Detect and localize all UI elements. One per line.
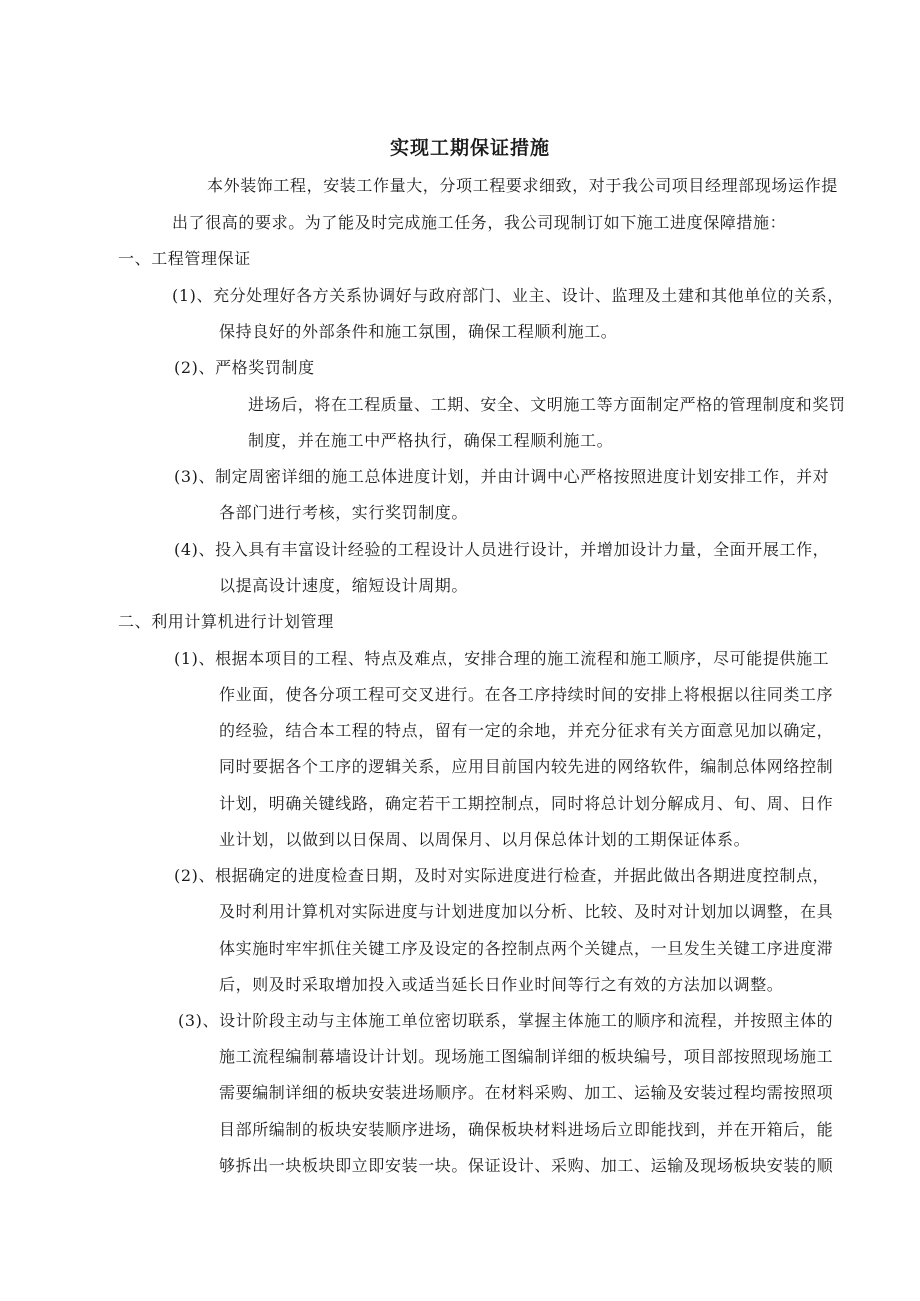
s1-item1-line-1: (1)、充分处理好各方关系协调好与政府部门、业主、设计、监理及土建和其他单位的关系， xyxy=(172,286,844,305)
s2-item3-line-5: 够拆出一块板块即立即安装一块。保证设计、采购、加工、运输及现场板块安装的顺 xyxy=(219,1156,834,1175)
s2-item2-line-4: 后，则及时采取增加投入或适当延长日作业时间等行之有效的方法加以调整。 xyxy=(219,975,784,994)
s1-item1-line-2: 保持良好的外部条件和施工氛围，确保工程顺利施工。 xyxy=(219,322,618,341)
s1-item4-line-1: (4)、投入具有丰富设计经验的工程设计人员进行设计，并增加设计力量，全面开展工作， xyxy=(174,540,830,559)
s2-item2-line-1: (2)、根据确定的进度检查日期，及时对实际进度进行检查，并据此做出各期进度控制点， xyxy=(174,866,830,885)
intro-line-2: 出了很高的要求。为了能及时完成施工任务，我公司现制订如下施工进度保障措施： xyxy=(172,213,787,232)
s2-item1-line-4: 同时要据各个工序的逻辑关系，应用目前国内较先进的网络软件，编制总体网络控制 xyxy=(219,757,834,776)
s2-item1-line-1: (1)、根据本项目的工程、特点及难点，安排合理的施工流程和施工顺序，尽可能提供施工 xyxy=(174,649,830,668)
s2-item1-line-2: 作业面，使各分项工程可交叉进行。在各工序持续时间的安排上将根据以往同类工序 xyxy=(219,685,834,704)
s2-item3-line-3: 需要编制详细的板块安装进场顺序。在材料采购、加工、运输及安装过程均需按照项 xyxy=(219,1083,834,1102)
s1-item2-heading: (2)、严格奖罚制度 xyxy=(174,358,315,377)
s1-item3-line-2: 各部门进行考核，实行奖罚制度。 xyxy=(219,503,469,522)
s1-item2-line-1: 进场后，将在工程质量、工期、安全、文明施工等方面制定严格的管理制度和奖罚 xyxy=(248,395,846,414)
s2-item2-line-3: 体实施时牢牢抓住关键工序及设定的各控制点两个关键点，一旦发生关键工序进度滞 xyxy=(219,939,834,958)
section1-heading: 一、工程管理保证 xyxy=(118,249,251,268)
s2-item3-line-2: 施工流程编制幕墙设计计划。现场施工图编制详细的板块编号，项目部按照现场施工 xyxy=(219,1047,834,1066)
s1-item2-line-2: 制度，并在施工中严格执行，确保工程顺利施工。 xyxy=(248,431,614,450)
s2-item1-line-6: 业计划，以做到以日保周、以周保月、以月保总体计划的工期保证体系。 xyxy=(219,830,751,849)
s2-item3-line-4: 目部所编制的板块安装顺序进场，确保板块材料进场后立即能找到，并在开箱后，能 xyxy=(219,1120,834,1139)
s1-item4-line-2: 以提高设计速度，缩短设计周期。 xyxy=(219,576,469,595)
s2-item1-line-5: 计划，明确关键线路，确定若干工期控制点，同时将总计划分解成月、旬、周、日作 xyxy=(219,794,834,813)
section2-heading: 二、利用计算机进行计划管理 xyxy=(118,612,334,631)
s2-item3-line-1: (3)、设计阶段主动与主体施工单位密切联系，掌握主体施工的顺序和流程，并按照主体的 xyxy=(178,1011,834,1030)
document-title: 实现工期保证措施 xyxy=(389,137,550,159)
s1-item3-line-1: (3)、制定周密详细的施工总体进度计划，并由计调中心严格按照进度计划安排工作，并对 xyxy=(174,467,830,486)
s2-item1-line-3: 的经验，结合本工程的特点，留有一定的余地，并充分征求有关方面意见加以确定， xyxy=(219,721,834,740)
s2-item2-line-2: 及时利用计算机对实际进度与计划进度加以分析、比较、及时对计划加以调整，在具 xyxy=(219,902,834,921)
intro-line-1: 本外装饰工程，安装工作量大，分项工程要求细致，对于我公司项目经理部现场运作提 xyxy=(207,176,838,195)
